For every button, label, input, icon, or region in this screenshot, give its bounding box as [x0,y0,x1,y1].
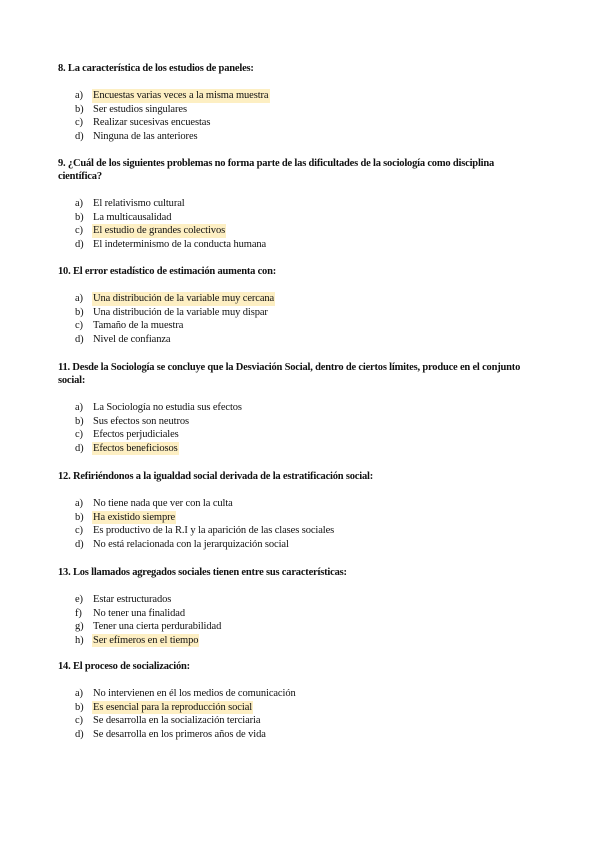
option-letter: a) [75,293,83,304]
option-letter: b) [75,701,84,713]
option-text-highlighted: El estudio de grandes colectivos [93,225,226,237]
option-letter: h) [75,634,84,646]
option-item [58,728,528,742]
option-letter: f) [75,607,82,619]
option-item [58,211,528,225]
option-item [58,428,528,442]
option-item [58,593,528,607]
option-letter: c) [75,429,83,441]
question-title: 8. La característica de los estudios de paneles: [58,63,254,74]
option-item [58,538,528,552]
question-14 [58,660,528,741]
option-list [58,687,528,741]
option-letter: b) [75,511,84,523]
option-letter: d) [75,333,84,345]
option-text: Una distribución de la variable muy dispar [93,306,268,318]
option-list [58,89,528,143]
option-text: Estar estructurados [93,594,172,605]
option-letter: c) [75,117,83,129]
question-title: 14. El proceso de socialización: [58,661,190,672]
option-letter: c) [75,715,83,727]
option-item [58,511,528,525]
question-title: 13. Los llamados agregados sociales tienen entre sus características: [58,567,347,578]
question-title: 11. Desde la Sociología se concluye que la Desviación Social, dentro de ciertos límites, produce en el conjunto social: [58,362,521,386]
option-item [58,524,528,538]
question-8 [58,62,528,143]
option-item [58,197,528,211]
option-letter: g) [75,621,84,633]
option-item [58,103,528,117]
option-list [58,292,528,346]
option-letter: b) [75,306,84,318]
option-text: La multicausalidad [93,211,172,223]
option-item [58,714,528,728]
option-letter: b) [75,103,84,115]
question-title: 12. Refiriéndonos a la igualdad social derivada de la estratificación social: [58,471,374,482]
option-text: Nivel de confianza [93,333,171,345]
option-item [58,306,528,320]
option-text: La Sociología no estudia sus efectos [93,402,242,413]
option-text: Efectos perjudiciales [93,429,179,441]
option-letter: e) [75,594,83,605]
option-letter: a) [75,198,83,209]
option-item [58,292,528,306]
option-letter: a) [75,402,83,413]
option-letter: a) [75,688,83,699]
option-letter: d) [75,442,84,454]
option-item [58,130,528,144]
option-item [58,687,528,701]
option-letter: c) [75,320,83,332]
question-9 [58,157,528,251]
option-text: No está relacionada con la jerarquización social [93,538,289,550]
option-item [58,333,528,347]
option-letter: d) [75,238,84,250]
option-letter: c) [75,225,83,237]
option-item [58,634,528,648]
option-text: Ser estudios singulares [93,103,187,115]
option-text-highlighted: Ha existido siempre [93,511,176,523]
option-text: Ninguna de las anteriores [93,130,198,142]
option-item [58,701,528,715]
option-item [58,442,528,456]
option-item [58,497,528,511]
option-letter: d) [75,728,84,740]
option-text: El relativismo cultural [93,198,185,209]
question-10 [58,265,528,346]
option-text: No tiene nada que ver con la culta [93,498,233,509]
option-item [58,224,528,238]
option-text: Sus efectos son neutros [93,415,189,427]
option-text: Tamaño de la muestra [93,320,184,332]
option-list [58,593,528,647]
option-letter: a) [75,498,83,509]
option-item [58,116,528,130]
question-12 [58,470,528,551]
option-text-highlighted: Es esencial para la reproducción social [93,701,253,713]
option-text-highlighted: Una distribución de la variable muy cercana [93,293,275,304]
option-item [58,620,528,634]
question-13 [58,566,528,647]
option-item [58,415,528,429]
question-title: 10. El error estadístico de estimación aumenta con: [58,266,277,277]
option-item [58,89,528,103]
option-letter: a) [75,90,83,101]
option-letter: b) [75,211,84,223]
option-item [58,607,528,621]
option-text-highlighted: Encuestas varias veces a la misma muestra [93,90,269,101]
option-list [58,197,528,251]
option-text: No tener una finalidad [93,607,185,619]
option-text: Realizar sucesivas encuestas [93,117,211,129]
option-text-highlighted: Efectos beneficiosos [93,442,178,454]
option-item [58,319,528,333]
option-text: Se desarrolla en la socialización terciaria [93,715,261,727]
option-text: El indeterminismo de la conducta humana [93,238,267,250]
question-11 [58,361,528,455]
option-item [58,401,528,415]
option-text: No intervienen en él los medios de comunicación [93,688,296,699]
option-list [58,497,528,551]
option-letter: b) [75,415,84,427]
option-letter: d) [75,130,84,142]
option-item [58,238,528,252]
option-letter: c) [75,525,83,537]
option-text: Se desarrolla en los primeros años de vida [93,728,266,740]
option-text: Es productivo de la R.I y la aparición de las clases sociales [93,525,335,537]
option-text: Tener una cierta perdurabilidad [93,621,222,633]
question-title: 9. ¿Cuál de los siguientes problemas no forma parte de las dificultades de la sociología como disciplina científica? [58,158,495,182]
option-text-highlighted: Ser efímeros en el tiempo [93,634,199,646]
option-list [58,401,528,455]
option-letter: d) [75,538,84,550]
